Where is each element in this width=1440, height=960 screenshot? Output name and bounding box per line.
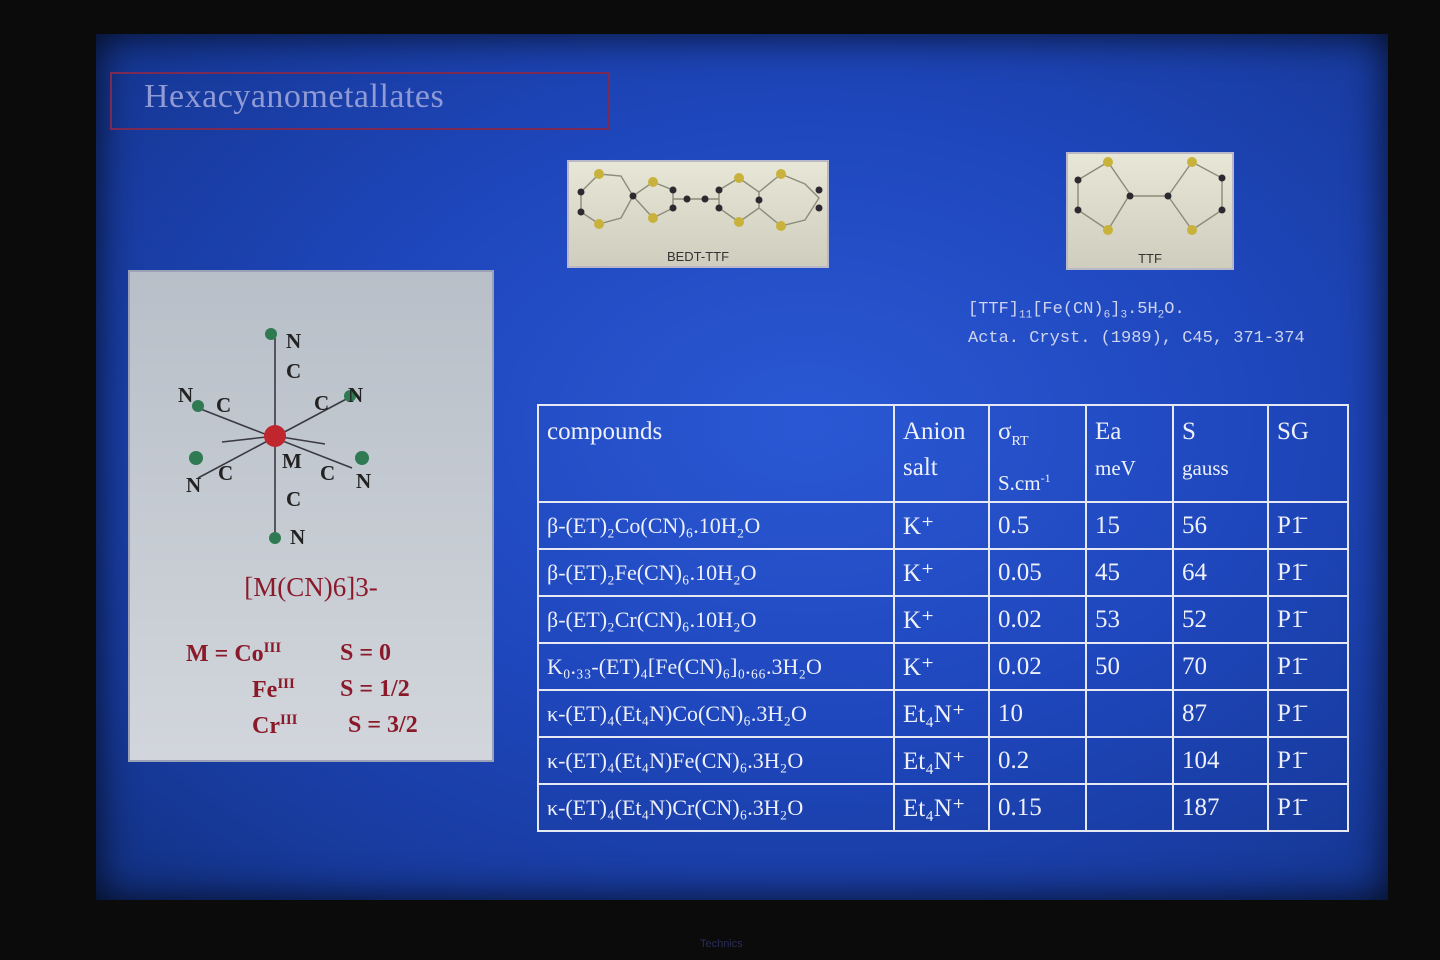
cell-sg: P1̄ — [1268, 502, 1348, 549]
spin-cr: S = 3/2 — [348, 712, 418, 738]
table-header-row — [538, 405, 1348, 502]
atom-n-lower-right: N — [356, 469, 372, 493]
cell-sg: P1̄ — [1268, 549, 1348, 596]
compounds-table — [537, 404, 1349, 832]
spin-fe: S = 1/2 — [340, 676, 410, 702]
header-sg: SG — [1268, 405, 1348, 502]
cell-s: 87 — [1173, 690, 1268, 737]
cell-anion: K⁺ — [894, 596, 989, 643]
table-row — [538, 549, 1348, 596]
spin-co: S = 0 — [340, 640, 392, 666]
cell-compound: K₀.₃₃-(ET)₄[Fe(CN)₆]₀.₆₆.3H₂O — [538, 643, 894, 690]
cell-sigma: 0.02 — [989, 643, 1086, 690]
table-row — [538, 784, 1348, 831]
cell-compound: β-(ET)₂Fe(CN)₆.10H₂O — [538, 549, 894, 596]
cell-anion: K⁺ — [894, 643, 989, 690]
cell-ea: 15 — [1086, 502, 1173, 549]
cell-sigma: 10 — [989, 690, 1086, 737]
cell-compound: κ-(ET)₄(Et₄N)Co(CN)₆.3H₂O — [538, 690, 894, 737]
cell-ea — [1086, 784, 1173, 831]
atom-c-upper-left: C — [216, 393, 232, 417]
table-row — [538, 596, 1348, 643]
ttf-structure — [1068, 154, 1232, 250]
cell-s: 104 — [1173, 737, 1268, 784]
table-body — [538, 502, 1348, 831]
table-row — [538, 737, 1348, 784]
slide-title: Hexacyanometallates — [144, 78, 445, 115]
atom-n-lower-left: N — [186, 473, 202, 497]
atom-n-upper-left: N — [178, 383, 194, 407]
projector-brand-mark: Technics — [700, 938, 743, 950]
ttf-molecule-image — [1066, 152, 1234, 270]
header-s: S gauss — [1173, 405, 1268, 502]
cell-s: 70 — [1173, 643, 1268, 690]
table-row — [538, 690, 1348, 737]
cell-ea: 45 — [1086, 549, 1173, 596]
cell-compound: β-(ET)₂Co(CN)₆.10H₂O — [538, 502, 894, 549]
cell-sg: P1̄ — [1268, 784, 1348, 831]
header-sigma: $\sigma_{RT}$ $S.cm^{-1}$ — [989, 405, 1086, 502]
atom-c-top: C — [286, 359, 302, 383]
cell-s: 52 — [1173, 596, 1268, 643]
cell-sg: P1̄ — [1268, 690, 1348, 737]
cell-compound: κ-(ET)₄(Et₄N)Fe(CN)₆.3H₂O — [538, 737, 894, 784]
cell-sg: P1̄ — [1268, 596, 1348, 643]
citation-reference: Acta. Cryst. (1989), C45, 371-374 — [968, 329, 1305, 348]
cell-s: 64 — [1173, 549, 1268, 596]
metal-fe-line: $Fe^{III}$ — [252, 676, 295, 703]
table-row — [538, 502, 1348, 549]
metal-cr-line: $Cr^{III}$ — [252, 712, 298, 739]
atom-c-bottom: C — [286, 487, 302, 511]
header-ea: Ea meV — [1086, 405, 1173, 502]
cell-ea: 50 — [1086, 643, 1173, 690]
metal-co-line: $M = Co^{III}$ — [186, 640, 282, 667]
cell-compound: κ-(ET)₄(Et₄N)Cr(CN)₆.3H₂O — [538, 784, 894, 831]
complex-panel — [128, 270, 494, 762]
cell-sigma: 0.5 — [989, 502, 1086, 549]
cell-anion: Et₄N⁺ — [894, 784, 989, 831]
cell-anion: Et₄N⁺ — [894, 690, 989, 737]
header-compounds: compounds — [538, 405, 894, 502]
cell-sg: P1̄ — [1268, 737, 1348, 784]
atom-n-top: N — [286, 329, 302, 353]
cell-sigma: 0.15 — [989, 784, 1086, 831]
bedt-ttf-label: BEDT-TTF — [666, 249, 730, 264]
bedt-ttf-structure — [569, 162, 827, 250]
cell-sg: P1̄ — [1268, 643, 1348, 690]
metal-center-label: M — [282, 449, 302, 473]
cell-anion: Et₄N⁺ — [894, 737, 989, 784]
bedt-ttf-molecule-image — [567, 160, 829, 268]
cell-anion: K⁺ — [894, 549, 989, 596]
cell-anion: K⁺ — [894, 502, 989, 549]
cell-sigma: 0.05 — [989, 549, 1086, 596]
atom-c-lower-right: C — [320, 461, 336, 485]
cell-ea — [1086, 737, 1173, 784]
octahedral-complex-diagram — [130, 272, 492, 562]
cell-ea: 53 — [1086, 596, 1173, 643]
cell-s: 187 — [1173, 784, 1268, 831]
atom-n-upper-right: N — [348, 383, 364, 407]
complex-formula: [M(CN)6]3- — [244, 572, 378, 602]
cell-s: 56 — [1173, 502, 1268, 549]
atom-c-lower-left: C — [218, 461, 234, 485]
atom-n-bottom: N — [290, 525, 306, 549]
citation-formula: $[TTF]_{11}[Fe(CN)_6]_3.5H_2O$. — [968, 300, 1185, 322]
table-row — [538, 643, 1348, 690]
atom-c-upper-right: C — [314, 391, 330, 415]
cell-sigma: 0.02 — [989, 596, 1086, 643]
cell-compound: β-(ET)₂Cr(CN)₆.10H₂O — [538, 596, 894, 643]
header-anion-salt: Anion salt — [894, 405, 989, 502]
cell-sigma: 0.2 — [989, 737, 1086, 784]
cell-ea — [1086, 690, 1173, 737]
ttf-label: TTF — [1138, 251, 1162, 266]
